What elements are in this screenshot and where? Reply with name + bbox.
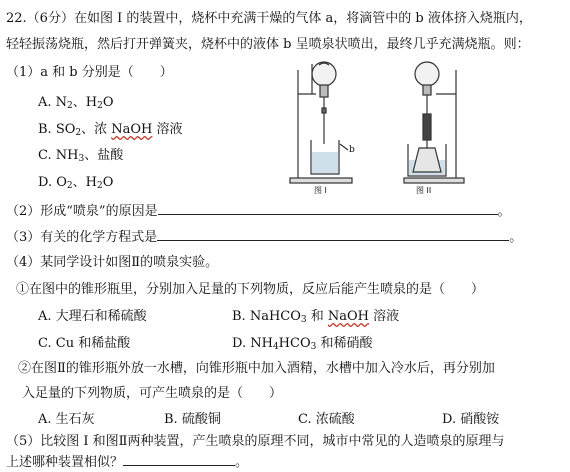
option-a[interactable] <box>38 94 114 112</box>
q4-1-option-b-text3: 溶液 <box>369 309 400 324</box>
option-d-sub2: 2 <box>96 181 103 191</box>
option-b-text1: B. SO <box>38 122 76 137</box>
option-b-naoh: NaOH <box>111 122 153 137</box>
figure-2 <box>404 62 464 183</box>
option-c-sub: 3 <box>78 154 85 164</box>
option-a-text3: O <box>102 95 114 110</box>
part4-prompt: （4）某同学设计如图Ⅱ的喷泉实验。 <box>6 255 219 270</box>
option-c-text1: C. NH <box>38 148 79 163</box>
option-a-sub2: 2 <box>97 101 103 111</box>
figure-1-caption: 图 I <box>314 186 327 195</box>
q4-1-option-b-naoh: NaOH <box>327 309 370 324</box>
q4-1-option-d-text3: 和稀硝酸 <box>316 336 373 351</box>
option-d-text2: 、H <box>72 175 97 190</box>
part3-end: 。 <box>509 230 523 245</box>
apparatus-figures <box>286 56 476 196</box>
part4-q2-line1: ②在图Ⅱ的锥形瓶外放一水槽，向锥形瓶中加入酒精，水槽中加入冷水后，再分别加 <box>18 361 495 376</box>
part5-end: 。 <box>235 455 249 470</box>
option-d-sub: 2 <box>66 181 73 191</box>
part3-answer-blank[interactable] <box>157 227 509 241</box>
option-b-text2: 、浓 <box>81 122 112 137</box>
q4-1-option-b-text1: B. NaHCO <box>232 309 301 324</box>
option-c[interactable] <box>38 147 123 165</box>
q4-1-option-d-text2: HCO <box>278 336 311 351</box>
part4-q1: ①在图中的锥形瓶里，分别加入足量的下列物质，反应后能产生喷泉的是（ ） <box>16 282 485 297</box>
q4-1-option-d-sub4: 4 <box>272 342 279 352</box>
part1-prompt: （1）a 和 b 分别是（ ） <box>6 65 173 80</box>
q4-2-option-d[interactable]: D. 硝酸铵 <box>442 412 500 427</box>
q4-1-option-d-text1: D. NH <box>232 336 273 351</box>
question-stem-line1: 22.（6分）在如图 I 的装置中，烧杯中充满干燥的气体 a，将滴管中的 b 液体挤入烧瓶内， <box>6 11 532 26</box>
part2-end: 。 <box>497 204 511 219</box>
option-b-sub: 2 <box>75 128 82 138</box>
q4-1-option-d[interactable] <box>232 335 373 353</box>
option-c-text2: 、盐酸 <box>84 148 124 163</box>
part3-prompt <box>6 227 522 247</box>
option-d-text3: O <box>102 175 114 190</box>
option-b[interactable] <box>38 121 183 139</box>
part2-answer-blank[interactable] <box>158 201 498 215</box>
figure-2-caption: 图 II <box>416 186 432 195</box>
part5-line1: （5）比较图 I 和图Ⅱ两种装置，产生喷泉的原理不同，城市中常见的人造喷泉的原理与 <box>6 434 505 449</box>
part5-answer-blank[interactable] <box>123 452 235 466</box>
q4-1-option-d-sub3: 3 <box>310 342 317 352</box>
part5-line2 <box>6 452 248 472</box>
option-a-text2: 、H <box>72 95 98 110</box>
part3-text: （3）有关的化学方程式是 <box>6 230 158 245</box>
part4-q2-line2: 入足量的下列物质，可产生喷泉的是（ ） <box>22 386 283 401</box>
option-b-text3: 溶液 <box>152 122 183 137</box>
figure-1 <box>290 62 352 183</box>
part2-prompt <box>6 201 511 221</box>
question-stem-line2: 轻轻振荡烧瓶，然后打开弹簧夹，烧杯中的液体 b 呈喷泉状喷出，最终几乎充满烧瓶。则： <box>6 37 530 52</box>
option-d-text1: D. O <box>38 175 67 190</box>
q4-1-option-b-sub: 3 <box>300 315 307 325</box>
q4-1-option-c[interactable]: C. Cu 和稀盐酸 <box>38 336 131 351</box>
option-a-text1: A. N <box>38 95 68 110</box>
option-d[interactable] <box>38 174 113 192</box>
q4-1-option-b[interactable] <box>232 308 399 326</box>
option-a-sub: 2 <box>67 101 73 111</box>
q4-1-option-a[interactable]: A. 大理石和稀硫酸 <box>38 309 147 324</box>
part2-text: （2）形成“喷泉”的原因是 <box>6 204 158 219</box>
q4-2-option-a[interactable]: A. 生石灰 <box>38 412 95 427</box>
q4-2-option-c[interactable]: C. 浓硫酸 <box>298 412 355 427</box>
q4-2-option-b[interactable]: B. 硫酸铜 <box>164 412 221 427</box>
figure-1-b-label: b <box>349 145 355 155</box>
part5-text: 上述哪种装置相似？ <box>6 455 124 470</box>
q4-1-option-b-text2: 和 <box>306 309 328 324</box>
